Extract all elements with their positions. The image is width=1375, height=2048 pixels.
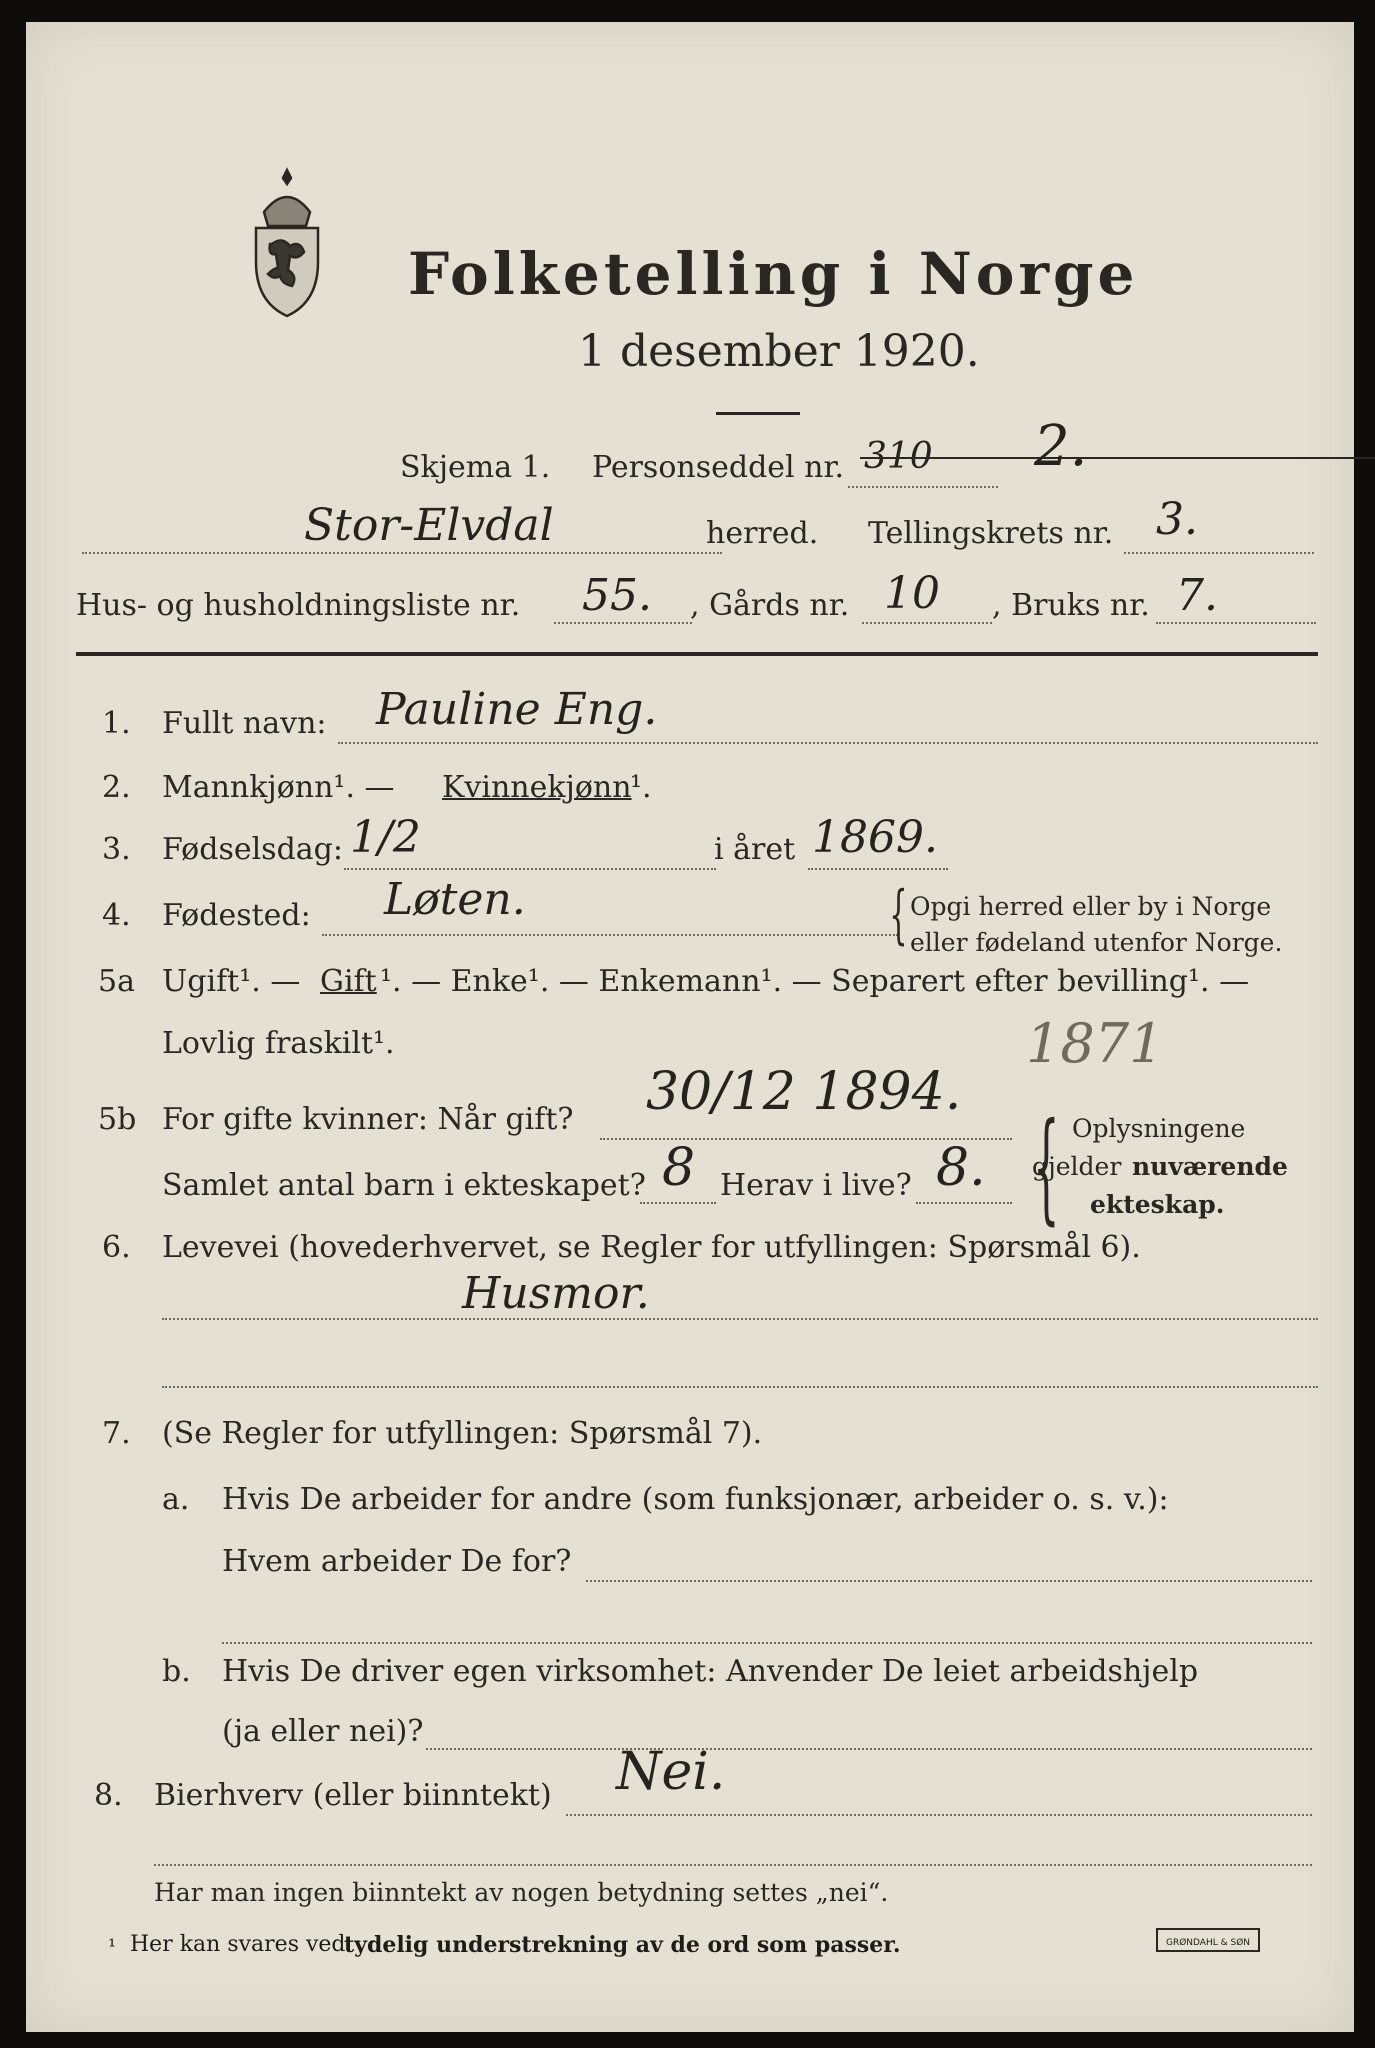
bruks-field[interactable]: [1156, 622, 1316, 624]
q3-day-value: 1/2: [350, 812, 421, 863]
q7a-field-line2[interactable]: [222, 1642, 1312, 1644]
tellingskrets-value: 3.: [1156, 494, 1198, 545]
tellingskrets-label: Tellingskrets nr.: [868, 516, 1114, 551]
gards-field[interactable]: [862, 622, 992, 624]
q7a-letter: a.: [162, 1482, 190, 1517]
coat-of-arms-icon: [242, 162, 332, 322]
q7b-label: Hvis De driver egen virksomhet: Anvender De leiet arbeidshjelp: [222, 1654, 1199, 1689]
q6-field-line1[interactable]: [162, 1318, 1318, 1320]
q8-note: Har man ingen biinntekt av nogen betydning settes „nei“.: [154, 1878, 889, 1907]
q5b-children-field[interactable]: [640, 1202, 716, 1204]
q4-note-brace: {: [889, 878, 908, 952]
q4-value: Løten.: [384, 874, 526, 925]
footnote-mark: ¹: [108, 1934, 117, 1958]
q5a-number: 5a: [98, 964, 135, 999]
q6-number: 6.: [102, 1230, 131, 1265]
q7-number: 7.: [102, 1416, 131, 1451]
census-date: 1 desember 1920.: [578, 326, 980, 377]
q7b-line2: (ja eller nei)?: [222, 1714, 424, 1749]
q3-year-field[interactable]: [808, 868, 948, 870]
q4-label: Fødested:: [162, 898, 311, 933]
q5a-married-underlined: Gift: [320, 964, 377, 999]
q8-value: Nei.: [616, 1742, 726, 1802]
gards-label: , Gårds nr.: [690, 588, 850, 623]
personseddel-value: 2.: [1034, 414, 1088, 479]
form-title: Folketelling i Norge: [408, 240, 1139, 308]
q5b-married-value: 30/12 1894.: [646, 1062, 962, 1122]
husliste-field[interactable]: [554, 622, 692, 624]
q6-label: Levevei (hovederhvervet, se Regler for utfyllingen: Spørsmål 6).: [162, 1230, 1141, 1265]
skjema-label: Skjema 1.: [400, 450, 551, 485]
q5b-alive-label: Herav i live?: [720, 1168, 912, 1203]
gards-value: 10: [884, 568, 940, 619]
q3-day-field[interactable]: [344, 868, 716, 870]
husliste-label: Hus- og husholdningsliste nr.: [76, 588, 521, 623]
q7b-field[interactable]: [426, 1748, 1312, 1750]
q4-note-line2: eller fødeland utenfor Norge.: [910, 928, 1283, 957]
q8-label: Bierhverv (eller biinntekt): [154, 1778, 552, 1813]
q1-value: Pauline Eng.: [376, 684, 658, 735]
q8-field-line2[interactable]: [154, 1864, 1312, 1866]
census-form-sheet: [26, 22, 1354, 2032]
q5b-children-value: 8: [662, 1138, 696, 1198]
printer-stamp: [1156, 1928, 1260, 1952]
q4-note-line1: Opgi herred eller by i Norge: [910, 892, 1272, 921]
q7-label: (Se Regler for utfyllingen: Spørsmål 7).: [162, 1416, 763, 1451]
q2-male: Mannkjønn¹. —: [162, 770, 395, 805]
q5a-other-options: ¹. — Enke¹. — Enkemann¹. — Separert efter bevilling¹. —: [380, 964, 1250, 999]
herred-value: Stor-Elvdal: [304, 500, 554, 551]
q5a-margin-note: 1871: [1026, 1012, 1164, 1075]
tellingskrets-field[interactable]: [1124, 552, 1314, 554]
q5b-alive-value: 8.: [936, 1138, 986, 1198]
q5b-note-brace: {: [1032, 1098, 1060, 1237]
herred-label: herred.: [706, 516, 819, 551]
q1-field[interactable]: [338, 742, 1318, 744]
q1-label: Fullt navn:: [162, 706, 327, 741]
personseddel-label: Personseddel nr.: [592, 450, 845, 485]
husliste-value: 55.: [582, 570, 652, 621]
q5b-children-label: Samlet antal barn i ekteskapet?: [162, 1168, 646, 1203]
footnote-text-a: Her kan svares ved: [130, 1932, 346, 1957]
q6-field-line2[interactable]: [162, 1386, 1318, 1388]
q5b-note-line2b: nuværende: [1132, 1152, 1288, 1181]
q3-number: 3.: [102, 832, 131, 867]
q6-value: Husmor.: [462, 1268, 650, 1319]
q3-year-label: i året: [714, 832, 796, 867]
q5b-number: 5b: [98, 1102, 137, 1137]
printer-stamp-text: GRØNDAHL & SØN: [1165, 1938, 1251, 1948]
q5a-divorced: Lovlig fraskilt¹.: [162, 1026, 395, 1061]
bruks-value: 7.: [1176, 570, 1218, 621]
title-divider: [716, 412, 800, 415]
q3-label: Fødselsdag:: [162, 832, 343, 867]
q7a-label: Hvis De arbeider for andre (som funksjonær, arbeider o. s. v.):: [222, 1482, 1169, 1517]
q3-year-value: 1869.: [812, 812, 938, 863]
footnote-text-b: tydelig understrekning av de ord som passer.: [344, 1932, 901, 1958]
q2-suffix: ¹.: [630, 770, 652, 805]
q5b-label: For gifte kvinner: Når gift?: [162, 1102, 574, 1137]
q7a-line2: Hvem arbeider De for?: [222, 1544, 572, 1579]
q7b-letter: b.: [162, 1654, 191, 1689]
q4-field[interactable]: [322, 934, 898, 936]
q1-number: 1.: [102, 706, 131, 741]
header-divider: [76, 652, 1318, 656]
q5b-note-line1: Oplysningene: [1072, 1114, 1246, 1143]
q8-number: 8.: [94, 1778, 123, 1813]
q5b-note-line3: ekteskap.: [1090, 1190, 1225, 1219]
q4-number: 4.: [102, 898, 131, 933]
personseddel-struck-value: 310: [864, 436, 1375, 477]
q5b-alive-field[interactable]: [916, 1202, 1012, 1204]
q8-field-line1[interactable]: [566, 1814, 1312, 1816]
personseddel-field[interactable]: [848, 486, 998, 488]
herred-field[interactable]: [82, 552, 722, 554]
q5b-note-line2a: gjelder: [1032, 1152, 1122, 1181]
q2-number: 2.: [102, 770, 131, 805]
bruks-label: , Bruks nr.: [992, 588, 1150, 623]
q5a-unmarried: Ugift¹. —: [162, 964, 301, 999]
q7a-field-line1[interactable]: [586, 1580, 1312, 1582]
q2-female-underlined: Kvinnekjønn: [442, 770, 632, 805]
